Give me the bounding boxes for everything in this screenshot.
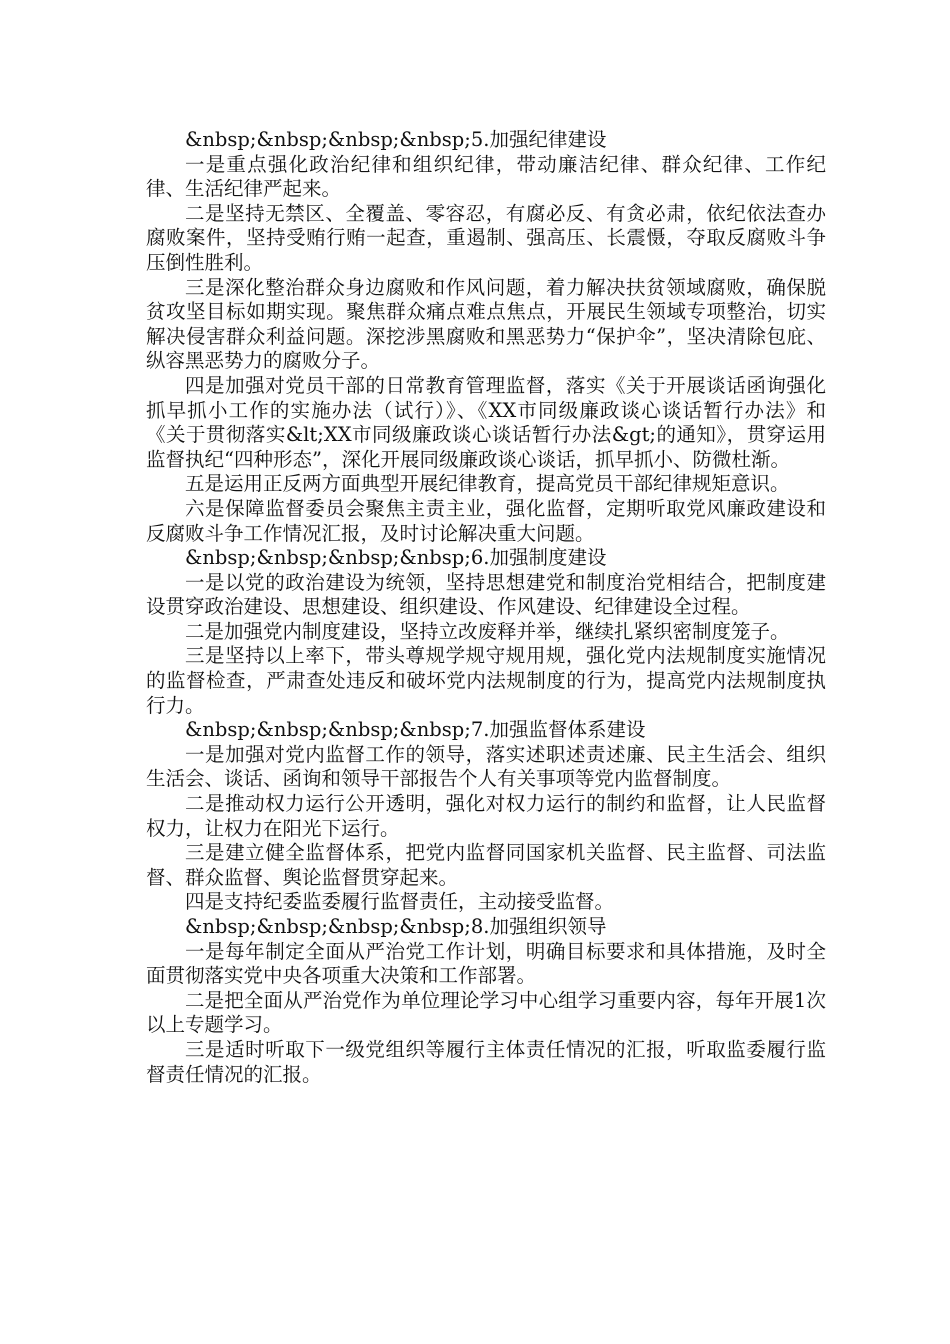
paragraph: 一是以党的政治建设为统领，坚持思想建党和制度治党相结合，把制度建设贯穿政治建设、思想建设、组织建设、作风建设、纪律建设全过程。 — [146, 570, 826, 619]
paragraph: 四是支持纪委监委履行监督责任，主动接受监督。 — [185, 890, 615, 914]
paragraph: 三是适时听取下一级党组织等履行主体责任情况的汇报，听取监委履行监督责任情况的汇报。 — [146, 1037, 826, 1086]
section-heading-6: &nbsp;&nbsp;&nbsp;&nbsp;6.加强制度建设 — [185, 546, 607, 570]
paragraph: 五是运用正反两方面典型开展纪律教育，提高党员干部纪律规矩意识。 — [185, 472, 790, 496]
paragraph: 一是重点强化政治纪律和组织纪律，带动廉洁纪律、群众纪律、工作纪律、生活纪律严起来。 — [146, 152, 826, 201]
paragraph: 二是推动权力运行公开透明，强化对权力运行的制约和监督，让人民监督权力，让权力在阳光下运行。 — [146, 792, 826, 840]
paragraph: 二是坚持无禁区、全覆盖、零容忍，有腐必反、有贪必肃，依纪依法查办腐败案件，坚持受贿行贿一起查，重遏制、强高压、长震慑，夺取反腐败斗争压倒性胜利。 — [146, 201, 826, 274]
paragraph: 四是加强对党员干部的日常教育管理监督，落实《关于开展谈话函询强化抓早抓小工作的实施办法（试行）》、《XX市同级廉政谈心谈话暂行办法》和《关于贯彻落实&lt;XX市同级廉政谈心谈话暂行办法&gt;的通知》，贯穿运用监督执纪“四种形态”，深化开展同级廉政谈心谈话，抓早抓小、防微杜渐。 — [146, 373, 826, 471]
paragraph: 三是坚持以上率下，带头尊规学规守规用规，强化党内法规制度实施情况的监督检查，严肃查处违反和破坏党内法规制度的行为，提高党内法规制度执行力。 — [146, 644, 826, 717]
section-heading-7: &nbsp;&nbsp;&nbsp;&nbsp;7.加强监督体系建设 — [185, 718, 646, 742]
paragraph: 三是建立健全监督体系，把党内监督同国家机关监督、民主监督、司法监督、群众监督、舆论监督贯穿起来。 — [146, 841, 826, 889]
paragraph: 一是加强对党内监督工作的领导，落实述职述责述廉、民主生活会、组织生活会、谈话、函询和领导干部报告个人有关事项等党内监督制度。 — [146, 742, 826, 791]
paragraph: 二是加强党内制度建设，坚持立改废释并举，继续扎紧织密制度笼子。 — [185, 619, 790, 643]
paragraph: 六是保障监督委员会聚焦主责主业，强化监督，定期听取党风廉政建设和反腐败斗争工作情况汇报，及时讨论解决重大问题。 — [146, 496, 826, 545]
paragraph: 二是把全面从严治党作为单位理论学习中心组学习重要内容，每年开展1次以上专题学习。 — [146, 988, 826, 1037]
document-page — [146, 128, 826, 1087]
paragraph: 三是深化整治群众身边腐败和作风问题，着力解决扶贫领域腐败，确保脱贫攻坚目标如期实现。聚焦群众痛点难点焦点，开展民生领域专项整治，切实解决侵害群众利益问题。深挖涉黑腐败和黑恶势力“保护伞”，坚决清除包庇、纵容黑恶势力的腐败分子。 — [146, 275, 826, 373]
section-heading-8: &nbsp;&nbsp;&nbsp;&nbsp;8.加强组织领导 — [185, 915, 607, 938]
section-heading-5: &nbsp;&nbsp;&nbsp;&nbsp;5.加强纪律建设 — [185, 128, 607, 151]
paragraph: 一是每年制定全面从严治党工作计划，明确目标要求和具体措施，及时全面贯彻落实党中央各项重大决策和工作部署。 — [146, 939, 826, 988]
